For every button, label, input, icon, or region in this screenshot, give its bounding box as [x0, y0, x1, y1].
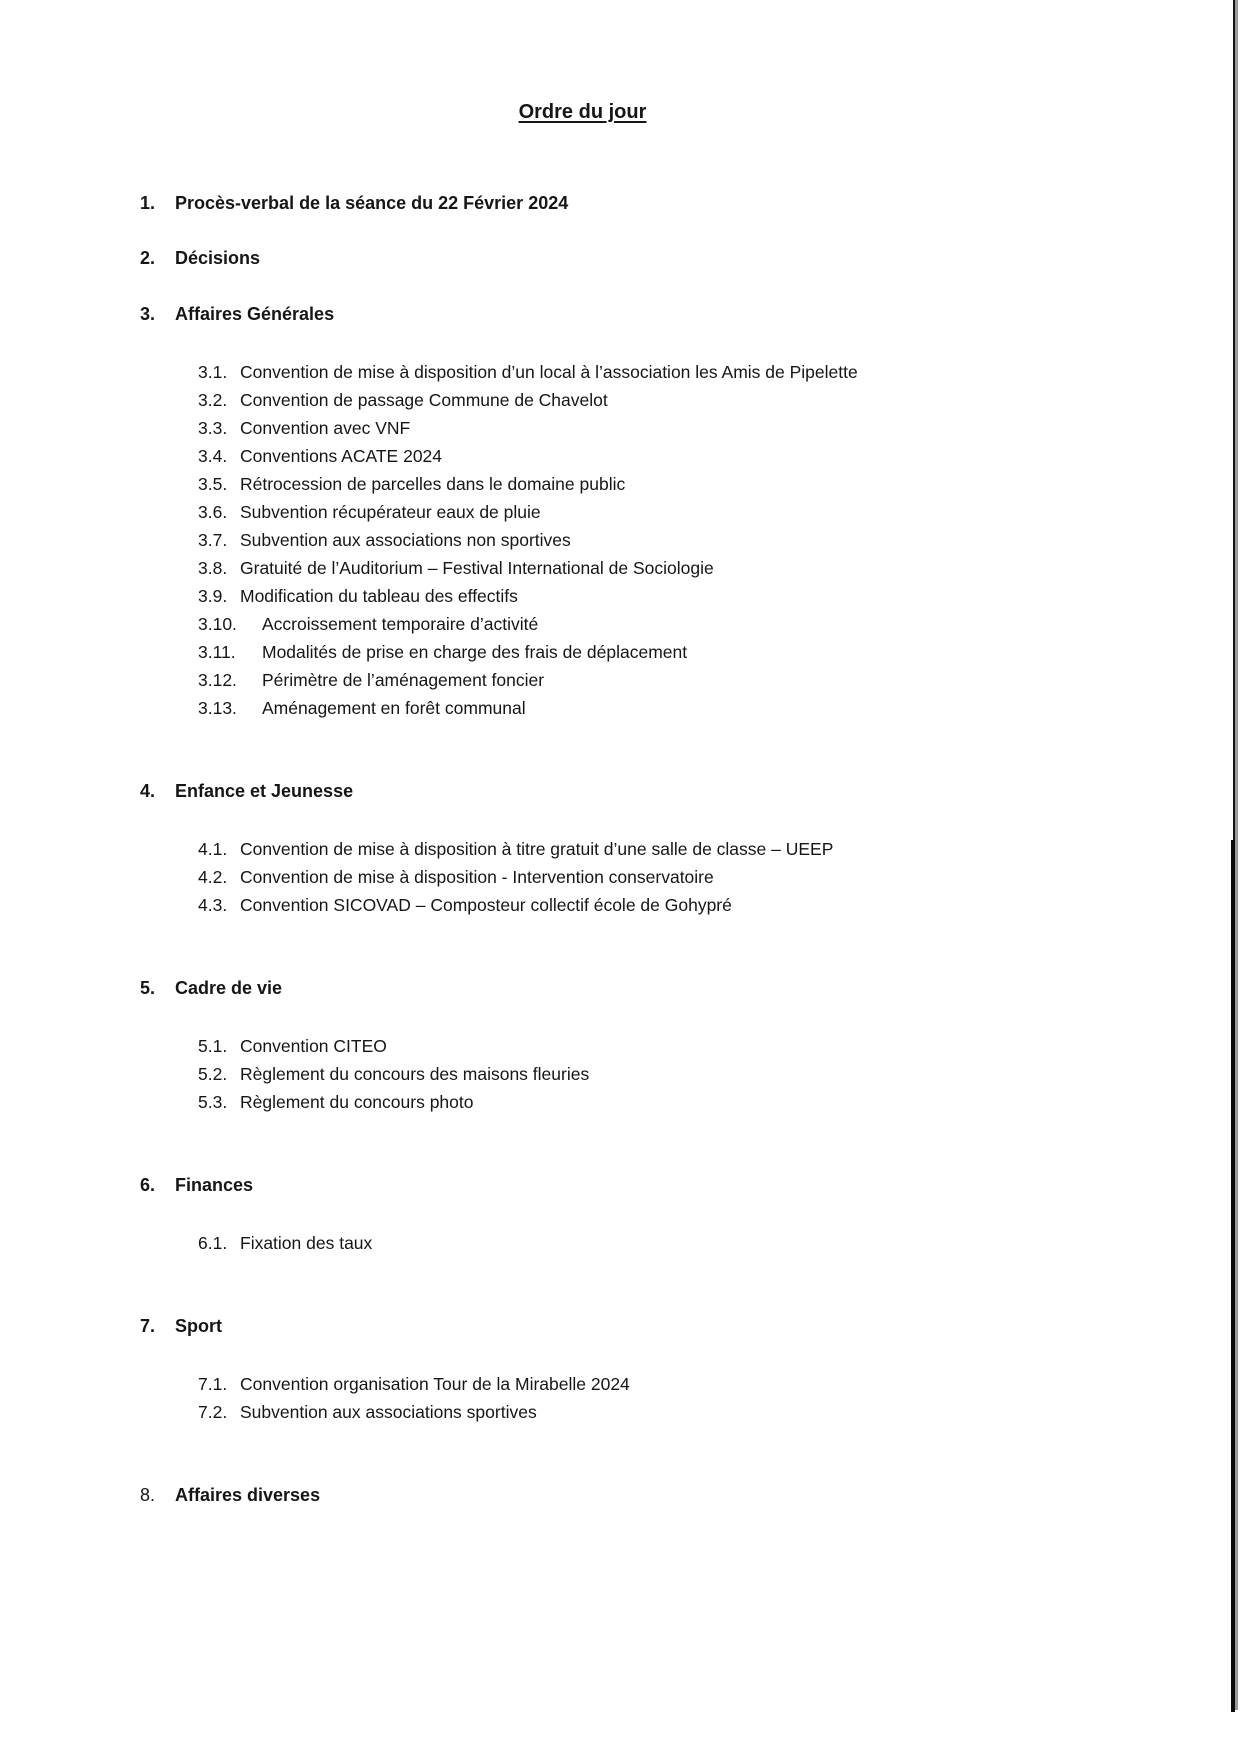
item-number: 5.3. — [198, 1092, 228, 1112]
agenda-item — [0, 470, 1240, 498]
agenda-item — [0, 863, 1240, 891]
section-heading-2 — [0, 247, 1240, 269]
item-text: Convention de mise à disposition d’un local à l’association les Amis de Pipelette — [240, 362, 858, 382]
item-text: Convention de mise à disposition à titre gratuit d’une salle de classe – UEEP — [240, 839, 834, 859]
item-number: 4.3. — [198, 895, 228, 915]
item-number: 5.1. — [198, 1036, 228, 1056]
item-text: Fixation des taux — [240, 1233, 373, 1253]
section-number: 2. — [140, 248, 156, 268]
item-text: Accroissement temporaire d’activité — [262, 614, 539, 634]
section-number: 4. — [140, 781, 156, 801]
item-number: 7.1. — [198, 1374, 228, 1394]
agenda-item — [0, 526, 1240, 554]
item-number: 3.2. — [198, 390, 228, 410]
section-heading-6 — [0, 1174, 1240, 1196]
item-text: Subvention aux associations non sportives — [240, 530, 571, 550]
section-title: Affaires Générales — [175, 304, 335, 324]
agenda-item — [0, 414, 1240, 442]
page-title: Ordre du jour — [518, 101, 647, 123]
section-heading-7 — [0, 1315, 1240, 1337]
agenda-item — [0, 835, 1240, 863]
item-number: 3.8. — [198, 558, 228, 578]
item-number: 3.13. — [198, 698, 237, 718]
agenda-item — [0, 498, 1240, 526]
agenda-item — [0, 1229, 1240, 1257]
agenda-item — [0, 694, 1240, 722]
item-number: 3.1. — [198, 362, 228, 382]
item-text: Convention avec VNF — [240, 418, 411, 438]
section-5-items — [0, 1032, 1240, 1116]
item-number: 3.7. — [198, 530, 228, 550]
item-number: 3.5. — [198, 474, 228, 494]
item-text: Conventions ACATE 2024 — [240, 446, 443, 466]
item-text: Convention de passage Commune de Chavelot — [240, 390, 608, 410]
item-number: 6.1. — [198, 1233, 228, 1253]
agenda-item — [0, 1088, 1240, 1116]
section-heading-1 — [0, 192, 1240, 214]
item-text: Périmètre de l’aménagement foncier — [262, 670, 545, 690]
section-number: 6. — [140, 1175, 156, 1195]
item-text: Subvention aux associations sportives — [240, 1402, 537, 1422]
item-text: Aménagement en forêt communal — [262, 698, 526, 718]
item-number: 3.4. — [198, 446, 228, 466]
section-title: Décisions — [175, 248, 261, 268]
section-7-items — [0, 1370, 1240, 1426]
agenda-item — [0, 1398, 1240, 1426]
section-number: 5. — [140, 978, 156, 998]
section-heading-3 — [0, 303, 1240, 325]
item-text: Convention SICOVAD – Composteur collectif école de Gohypré — [240, 895, 732, 915]
item-text: Gratuité de l’Auditorium – Festival International de Sociologie — [240, 558, 714, 578]
section-6-items — [0, 1229, 1240, 1257]
agenda-item — [0, 666, 1240, 694]
item-text: Modification du tableau des effectifs — [240, 586, 518, 606]
section-3-items — [0, 358, 1240, 722]
item-number: 3.11. — [198, 642, 236, 662]
agenda-item — [0, 638, 1240, 666]
section-title: Enfance et Jeunesse — [175, 781, 354, 801]
item-text: Modalités de prise en charge des frais de déplacement — [262, 642, 688, 662]
agenda-item — [0, 891, 1240, 919]
item-number: 3.10. — [198, 614, 237, 634]
item-number: 5.2. — [198, 1064, 228, 1084]
item-number: 3.6. — [198, 502, 228, 522]
section-number: 3. — [140, 304, 156, 324]
item-number: 7.2. — [198, 1402, 228, 1422]
agenda-item — [0, 554, 1240, 582]
section-title: Cadre de vie — [175, 978, 283, 998]
agenda-item — [0, 610, 1240, 638]
section-title: Finances — [175, 1175, 254, 1195]
section-heading-8 — [0, 1484, 1240, 1506]
scan-artifact-line — [1235, 0, 1238, 1710]
item-text: Subvention récupérateur eaux de pluie — [240, 502, 541, 522]
section-title: Affaires diverses — [175, 1485, 321, 1505]
item-number: 4.1. — [198, 839, 228, 859]
section-heading-4 — [0, 780, 1240, 802]
item-text: Convention organisation Tour de la Mirabelle 2024 — [240, 1374, 630, 1394]
section-number: 1. — [140, 193, 156, 213]
section-number: 8. — [140, 1485, 156, 1505]
item-number: 3.3. — [198, 418, 228, 438]
item-text: Rétrocession de parcelles dans le domaine public — [240, 474, 626, 494]
section-title: Sport — [175, 1316, 222, 1336]
agenda-item — [0, 1032, 1240, 1060]
item-text: Convention de mise à disposition - Intervention conservatoire — [240, 867, 714, 887]
item-text: Règlement du concours des maisons fleuries — [240, 1064, 590, 1084]
agenda-item — [0, 1060, 1240, 1088]
item-number: 4.2. — [198, 867, 228, 887]
item-number: 3.9. — [198, 586, 228, 606]
section-4-items — [0, 835, 1240, 919]
agenda-item — [0, 386, 1240, 414]
agenda-item — [0, 1370, 1240, 1398]
item-text: Convention CITEO — [240, 1036, 387, 1056]
agenda-item — [0, 358, 1240, 386]
agenda-item — [0, 442, 1240, 470]
section-heading-5 — [0, 977, 1240, 999]
item-text: Règlement du concours photo — [240, 1092, 474, 1112]
agenda-item — [0, 582, 1240, 610]
item-number: 3.12. — [198, 670, 237, 690]
section-number: 7. — [140, 1316, 156, 1336]
section-title: Procès-verbal de la séance du 22 Février 2024 — [175, 193, 569, 213]
